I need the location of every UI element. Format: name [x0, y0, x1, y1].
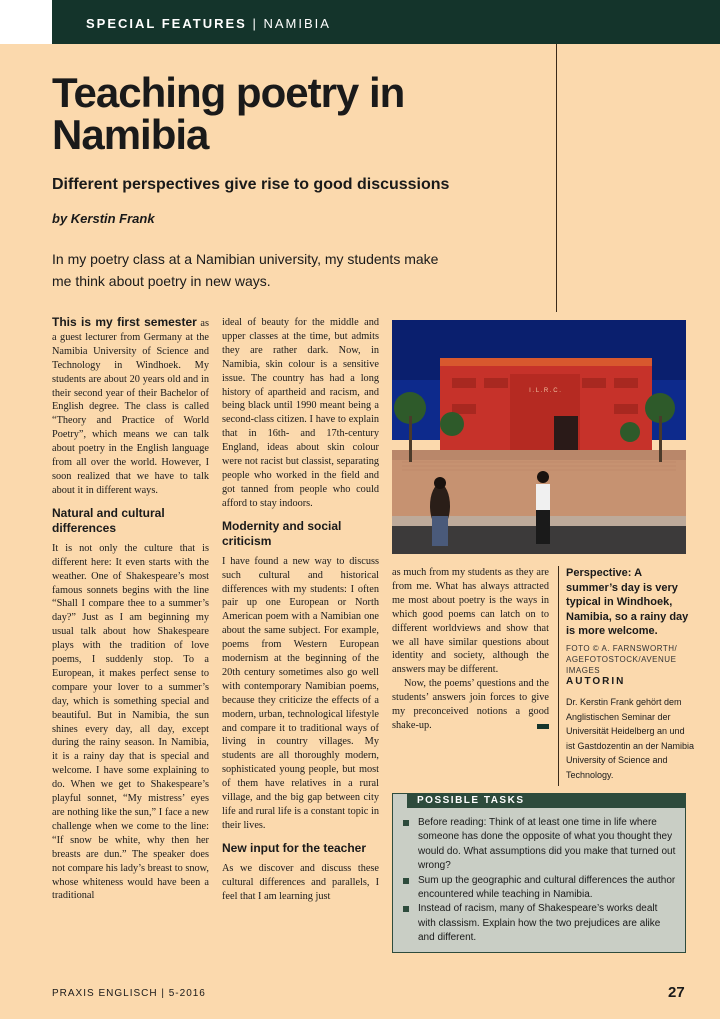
lead-in-heading: This is my first semester [52, 315, 197, 329]
col3-paragraph-2: Now, the poems’ questions and the students’ answers join forces to give my preconceived notions a good shake-up. [392, 678, 549, 731]
task-list [393, 808, 685, 946]
author-box-heading: AUTORIN [566, 676, 626, 687]
journal-footer: PRAXIS ENGLISCH | 5-2016 [52, 988, 206, 999]
end-mark [537, 724, 549, 729]
photo-illustration [392, 320, 686, 554]
tasks-heading: POSSIBLE TASKS [407, 794, 685, 808]
photo-caption [566, 566, 696, 676]
header-white-block [0, 0, 52, 44]
section-bar [52, 0, 720, 44]
section-label: SPECIAL FEATURES [86, 16, 247, 31]
header [0, 0, 720, 44]
author-box [566, 676, 696, 783]
task-item: Before reading: Think of at least one time in life where someone has done the opposite of what you thought they would do. What assumptions did you make that turned out wrong? [403, 816, 677, 874]
col3-paragraph-1: as much from my students as they are from me. What has always attracted me most about poetry is the ways in which good poems can latch on to different worldviews and show that we all have similar questions about identity and society, although the answers may be different. [392, 567, 549, 676]
article-title: Teaching poetry in Namibia [52, 69, 405, 158]
byline: by Kerstin Frank [52, 211, 155, 226]
title-divider [556, 44, 557, 312]
article-subtitle: Different perspectives give rise to good discussions [52, 176, 450, 193]
lead-paragraph: In my poetry class at a Namibian university, my students make me think about poetry in new ways. [52, 251, 439, 289]
heading-modernity: Modernity and social criticism [222, 518, 342, 548]
col1-paragraph-1: as a guest lecturer from Germany at the Namibia University of Science and Technology in Windhoek. My students are about 20 years old and in their second year of their Bachelor of English degree. The class is called “Theory and Practice of World Poetry”, which means we can talk about poetry in the English language from all over the world. However, I soon realized that we have to talk about it in different ways. [52, 318, 210, 496]
heading-natural-cultural: Natural and cultural differences [52, 505, 165, 535]
possible-tasks-box [392, 793, 686, 953]
col2-paragraph-1: ideal of beauty for the middle and upper classes at the time, but admits they are rather dark. Now, in Namibia, skin colour is a sensitive issue. The country has had a long history of apartheid and racism, and being black until 1990 meant being a second-class citizen. I have to explain that in 16th- and 17th-century England, ideas about skin colour were not racist but classist, separating people who worked in the field and got tanned from people who could afford to stay indoors. [222, 317, 379, 509]
column-3 [392, 566, 549, 733]
page-number: 27 [668, 984, 685, 1001]
col1-paragraph-2: It is not only the culture that is different here: It even starts with the weather. One of Shakespeare’s most famous sonnets begins with the line “Shall I compare thee to a summer’s day?” Just as I am beginning my usual talk about how Shakespeare plays with the tradition of love poems, I suddenly stop. To a European, it makes perfect sense to compare your lover to a summer’s day, which is something special and beautiful. But in Namibia, the sun shines every day, all day, except during the rainy season. In Namibia, it is a rainy day that is special and welcome. I have some explaining to do. When we get to Shakespeare’s playful sonnet, “My mistress’ eyes are nothing like the sun,” I face a new challenge when we come to the line: “If snow be white, why then her breasts are dun.” The speaker does not compare his lady’s breast to snow, whose whiteness would have been a traditional [52, 542, 209, 902]
section-separator: | [246, 16, 264, 31]
task-item: Sum up the geographic and cultural differences the author encountered while teaching in Namibia. [403, 874, 677, 903]
col2-paragraph-3: As we discover and discuss these cultural differences and parallels, I feel that I am learning just [222, 862, 379, 902]
campus-photo [392, 320, 686, 554]
column-2 [222, 316, 379, 904]
photo-credit: FOTO © A. FARNSWORTH/ AGEFOTOSTOCK/AVENUE IMAGES [566, 643, 678, 675]
heading-new-input: New input for the teacher [222, 840, 367, 855]
author-bio: Dr. Kerstin Frank gehört dem Anglistischen Seminar der Universität Heidelberg an und ist Gastdozentin an der Namibia University of Science and Technology. [566, 697, 695, 780]
col2-paragraph-2: I have found a new way to discuss such cultural and historical differences with my students: I often pair up one European or North American poem with a Namibian one about the same subject. For example, poems from Western European modernism at the beginning of the 20th century sometimes also go well with contemporary Namibian poems, because they criticize the effects of a modern, urban, technological lifestyle and compare it to traditional ways of living in country villages. My students are all thoroughly modern, sophisticated young people, but most of them have relatives in a rural village, and the big gap between city life and rural life is a constant topic in their lives. [222, 555, 379, 831]
building-sign: I . L . R . C . [529, 388, 561, 394]
column-1 [52, 316, 209, 903]
task-item: Instead of racism, many of Shakespeare’s works dealt with classism. Explain how the two prejudices are alike and different. [403, 902, 677, 945]
caption-divider [558, 566, 559, 786]
section-topic: NAMIBIA [263, 16, 331, 31]
caption-text: Perspective: A summer’s day is very typical in Windhoek, Namibia, so a rainy day is more welcome. [566, 567, 689, 637]
